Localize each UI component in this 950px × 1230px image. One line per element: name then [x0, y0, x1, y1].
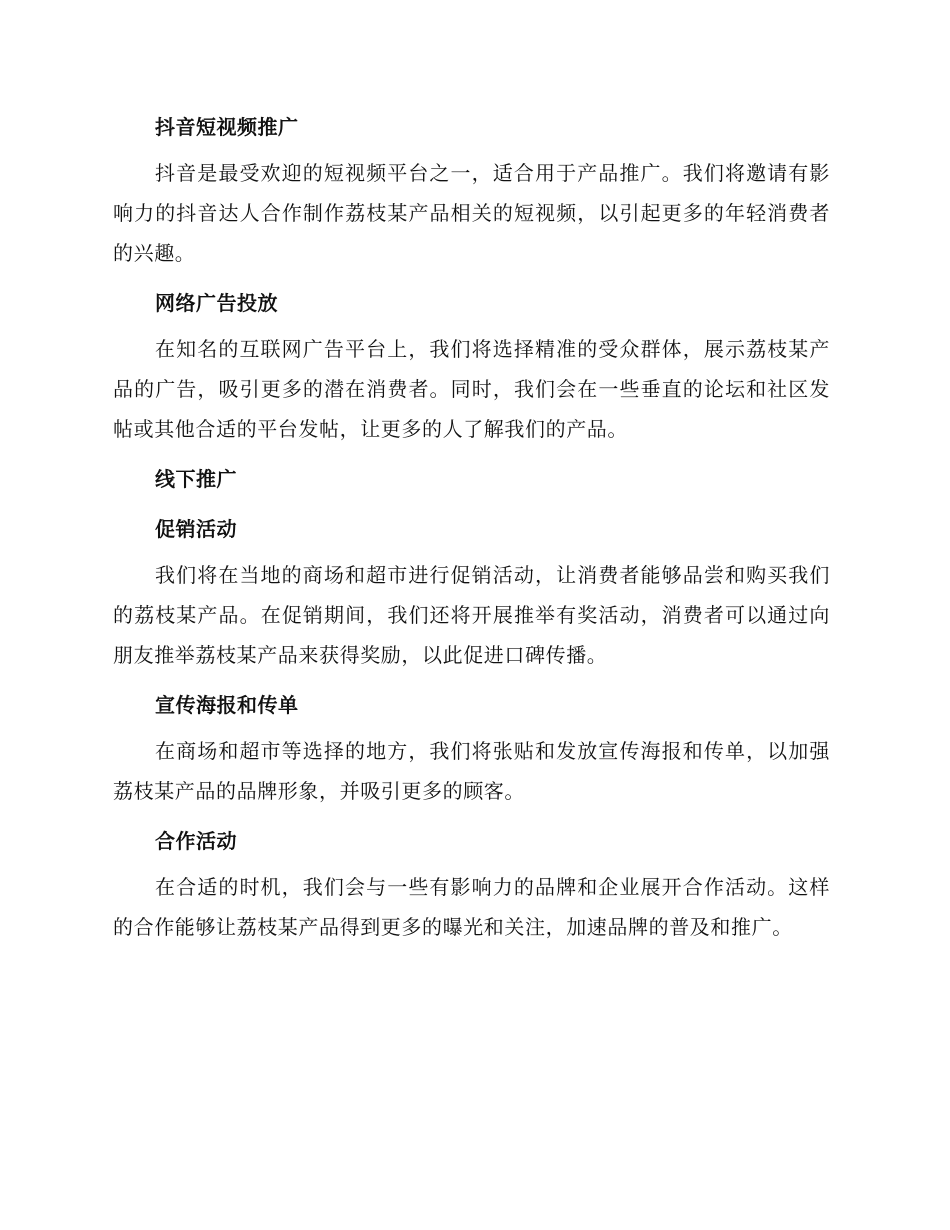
section-paragraph: 抖音是最受欢迎的短视频平台之一，适合用于产品推广。我们将邀请有影响力的抖音达人合作制作荔枝某产品相关的短视频，以引起更多的年轻消费者的兴趣。: [113, 161, 830, 265]
section-cooperation: [113, 823, 830, 947]
section-promotion: [113, 511, 830, 675]
section-paragraph: 在合适的时机，我们会与一些有影响力的品牌和企业展开合作活动。这样的合作能够让荔枝某产品得到更多的曝光和关注，加速品牌的普及和推广。: [113, 875, 830, 939]
section-posters: [113, 687, 830, 811]
section-paragraph: 在商场和超市等选择的地方，我们将张贴和发放宣传海报和传单，以加强荔枝某产品的品牌形象，并吸引更多的顾客。: [113, 739, 830, 803]
section-heading: 促销活动: [155, 517, 237, 541]
section-paragraph: 在知名的互联网广告平台上，我们将选择精准的受众群体，展示荔枝某产品的广告，吸引更多的潜在消费者。同时，我们会在一些垂直的论坛和社区发帖或其他合适的平台发帖，让更多的人了解我们的产品。: [113, 337, 830, 441]
section-heading: 线下推广: [155, 467, 237, 491]
section-heading: 抖音短视频推广: [155, 115, 299, 139]
section-heading: 合作活动: [155, 829, 237, 853]
section-heading: 网络广告投放: [155, 291, 278, 315]
section-offline: [113, 461, 830, 497]
section-paragraph: 我们将在当地的商场和超市进行促销活动，让消费者能够品尝和购买我们的荔枝某产品。在促销期间，我们还将开展推举有奖活动，消费者可以通过向朋友推举荔枝某产品来获得奖励，以此促进口碑传播。: [113, 563, 830, 667]
section-douyin: [113, 109, 830, 273]
section-online-ads: [113, 285, 830, 449]
section-heading: 宣传海报和传单: [155, 693, 299, 717]
